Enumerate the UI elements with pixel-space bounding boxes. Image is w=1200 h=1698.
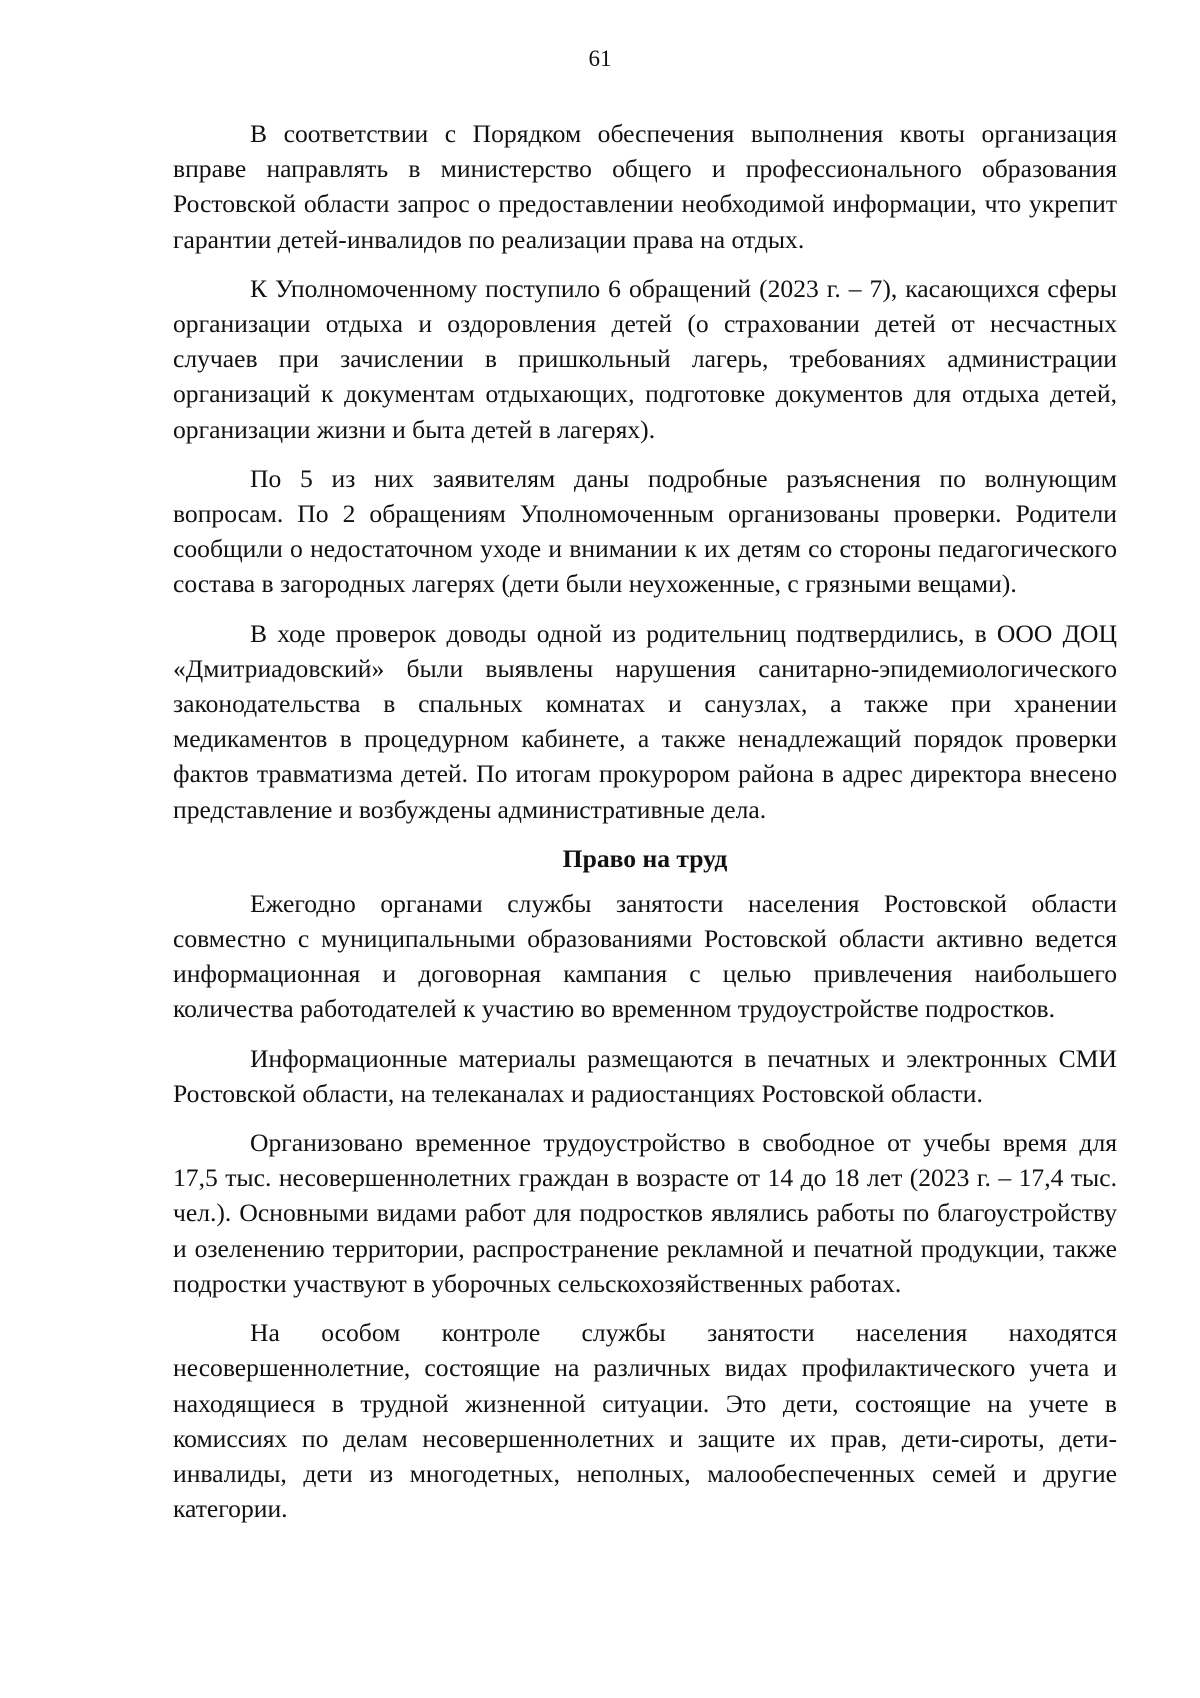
paragraph-quota-information-request: В соответствии с Порядком обеспечения выполнения квоты организация вправе направлять в министерство общего и профессионального образования Ростовской области запрос о предоставлении необходимой информации, что укрепит гарантии детей-инвалидов по реализации права на отдых. [173, 119, 1117, 254]
paragraph-special-control: На особом контроле службы занятости населения находятся несовершеннолетние, состоящие на различных видах профилактического учета и находящиеся в трудной жизненной ситуации. Это дети, состоящие на учете в комиссиях по делам несовершеннолетних и защите их прав, дети-сироты, дети-инвалиды, дети из многодетных, неполных, малообеспеченных семей и другие категории. [173, 1318, 1117, 1524]
paragraph-inspection-results: В ходе проверок доводы одной из родительниц подтвердились, в ООО ДОЦ «Дмитриадовский» были выявлены нарушения санитарно-эпидемиологического законодательства в спальных комнатах и санузлах, а также при хранении медикаментов в процедурном кабинете, а также ненадлежащий порядок проверки фактов травматизма детей. По итогам прокурором района в адрес директора внесено представление и возбуждены административные дела. [173, 618, 1117, 824]
document-body [173, 116, 1117, 1540]
paragraph-media-information: Информационные материалы размещаются в печатных и электронных СМИ Ростовской области, на телеканалах и радиостанциях Ростовской области. [173, 1043, 1117, 1108]
page-number: 61 [588, 46, 612, 71]
paragraph-employment-campaign: Ежегодно органами службы занятости населения Ростовской области совместно с муниципальными образованиями Ростовской области активно ведется информационная и договорная кампания с целью привлечения наибольшего количества работодателей к участию во временном трудоустройстве подростков. [173, 888, 1117, 1024]
paragraph-ombudsman-appeals: К Уполномоченному поступило 6 обращений (2023 г. – 7), касающихся сферы организации отдыха и оздоровления детей (о страховании детей от несчастных случаев при зачислении в пришкольный лагерь, требованиях администрации организаций к документам отдыхающих, подготовке документов для отдыха детей, организации жизни и быта детей в лагерях). [173, 273, 1117, 444]
paragraph-temporary-employment: Организовано временное трудоустройство в свободное от учебы время для 17,5 тыс. несовершеннолетних граждан в возрасте от 14 до 18 лет (2023 г. – 17,4 тыс. чел.). Основными видами работ для подростков являлись работы по благоустройству и озеленению территории, распространение рекламной и печатной продукции, также подростки участвуют в уборочных сельскохозяйственных работах. [173, 1128, 1117, 1298]
paragraph-appeal-clarifications-inspections: По 5 из них заявителям даны подробные разъяснения по волнующим вопросам. По 2 обращениям Уполномоченным организованы проверки. Родители сообщили о недостаточном уходе и внимании к их детям со стороны педагогического состава в загородных лагерях (дети были неухоженные, с грязными вещами). [173, 463, 1117, 599]
section-heading-right-to-work: Право на труд [562, 843, 728, 873]
